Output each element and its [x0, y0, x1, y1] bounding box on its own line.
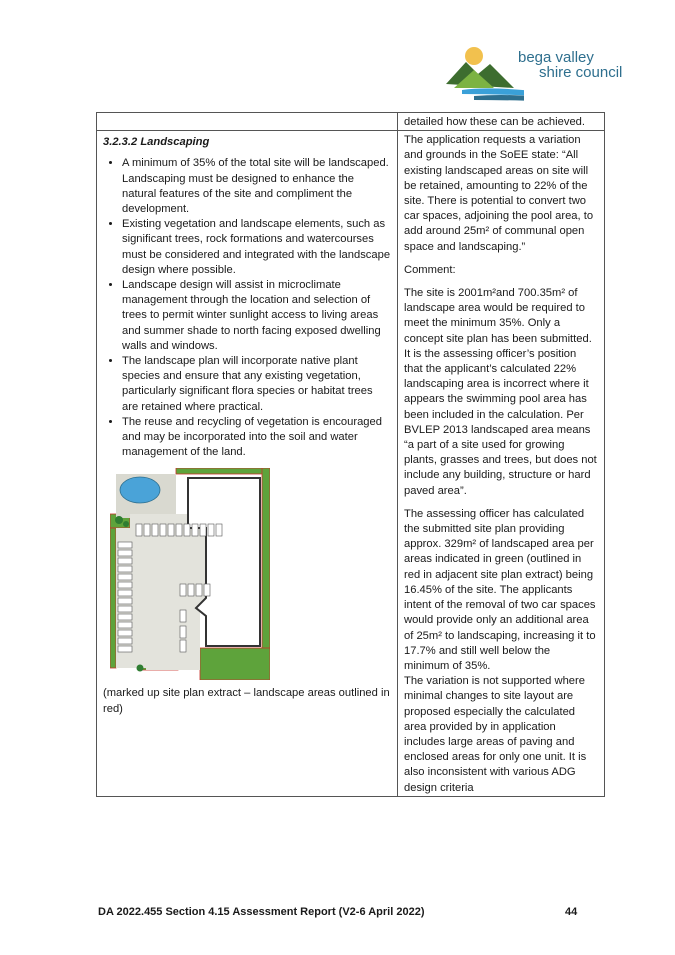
- control-item: • The landscape plan will incorporate native plant species and ensure that any existing vegetation, particularly significant flora species or habitat trees are retained where practical.: [122, 354, 391, 415]
- footer-report-title: DA 2022.455 Section 4.15 Assessment Report (V2-6 April 2022): [98, 906, 425, 918]
- section-heading: 3.2.3.2 Landscaping: [103, 136, 210, 149]
- row1-left-cell: [97, 113, 398, 131]
- page-number: 44: [565, 906, 578, 918]
- control-item: • Landscape design will assist in microclimate management through the location and selection of trees to permit winter sunlight access to living areas and summer shade to north facing exposed dwelling walls and windows.: [122, 278, 391, 354]
- variation-conclusion-text: The variation is not supported where minimal changes to site layout are proposed especially the calculated area provided by in application includes large areas of paving and enclosed areas for only one unit. It is also inconsistent with various ADG design criteria: [404, 675, 587, 794]
- assessment-text: The site is 2001m²and 700.35m² of landscape area would be required to meet the minimum 35%. Only a concept site plan has been submitted. It is the assessing officer’s position that the applicant’s calculated 22% landscaping area is incorrect where it appears the swimming pool area has been included in the calculation. Per BVLEP 2013 landscaped area means “a part of a site used for growing plants, grasses and trees, but does not include any building, structure or hard paved area”.: [404, 287, 597, 497]
- row1-right-cell: [398, 113, 605, 131]
- calculation-text: The assessing officer has calculated the submitted site plan providing approx. 329m² of landscaped area per areas indicated in green (outlined in red in adjacent site plan extract) being 16.45% of the site. The applicants intent of the removal of two car spaces would provide only an additional area of 25m² to landscaping, increasing it to 17.7% and still well below the minimum of 35%.: [404, 507, 596, 672]
- site-plan-image: [110, 468, 270, 680]
- table-row-landscaping: [97, 131, 605, 797]
- comment-label: Comment:: [404, 263, 456, 276]
- site-plan-caption: (marked up site plan extract – landscape areas outlined in red): [103, 687, 390, 715]
- continuation-text: detailed how these can be achieved.: [404, 116, 585, 128]
- assessment-table: [96, 112, 605, 797]
- application-request-text: The application requests a variation and grounds in the SoEE state: “All existing landscaped areas on site will be retained, amounting to 22% of the site. There is potential to convert two car spaces, adjoining the pool area, to add around 25m² of communal open space and landscaping.”: [404, 134, 594, 253]
- control-cell: [97, 131, 398, 797]
- control-item: • Existing vegetation and landscape elements, such as significant trees, rock formations and watercourses must be considered and integrated with the landscape design where possible.: [122, 217, 391, 278]
- logo-line2: shire council: [539, 64, 623, 81]
- council-logo: [444, 44, 624, 104]
- assessment-cell: [398, 131, 605, 797]
- control-item: • The reuse and recycling of vegetation is encouraged and may be incorporated into the soil and water management of the land.: [122, 415, 391, 461]
- logo-line1: bega valley: [518, 49, 594, 66]
- table-row-continuation: [97, 113, 605, 131]
- controls-list: [103, 156, 391, 460]
- control-item: • A minimum of 35% of the total site will be landscaped. Landscaping must be designed to enhance the natural features of the site and compliment the development.: [122, 156, 391, 217]
- logo-hills-icon: [444, 44, 524, 104]
